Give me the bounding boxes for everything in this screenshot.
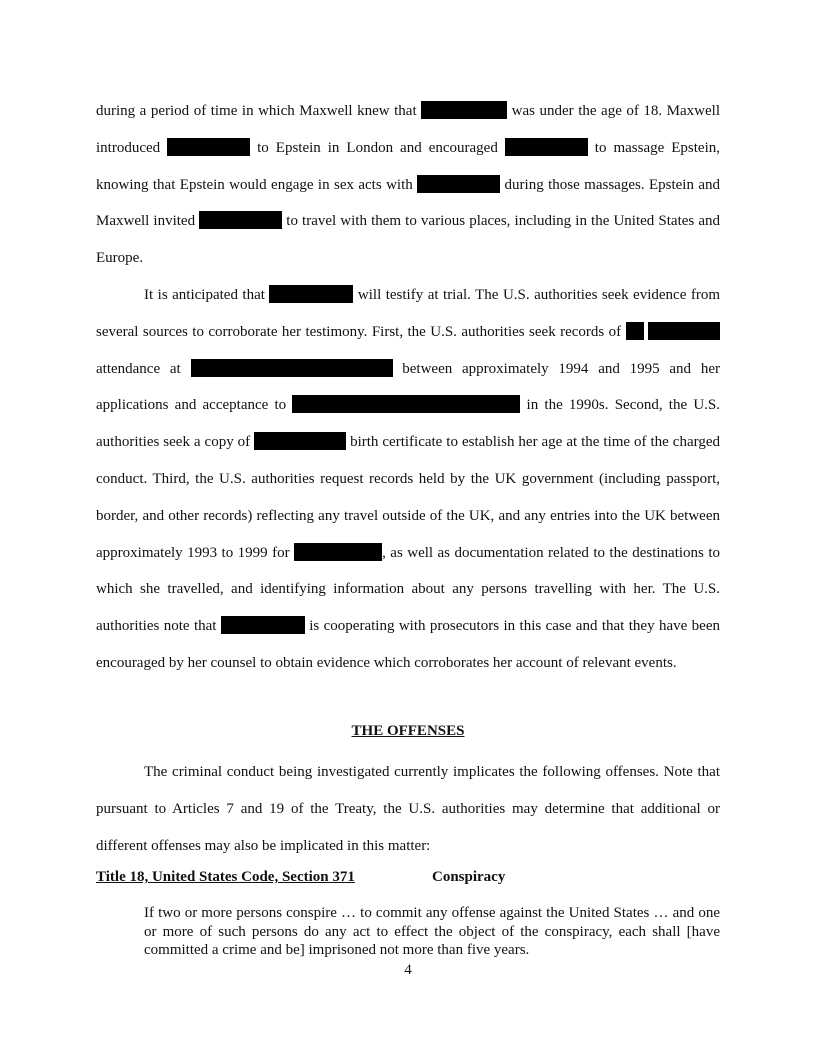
- statute-heading-row: [96, 866, 720, 888]
- redaction-block: [269, 285, 353, 303]
- page-number: 4: [404, 962, 412, 978]
- redaction-block: [167, 138, 250, 156]
- paragraph-2: It is anticipated that will testify at trial. The U.S. authorities seek evidence from several sources to corroborate her testimony. First, the U.S. authorities seek records of attendance at between approximately 1994 and 1995 and her applications and acceptance to in the 1990s. Second, the U.S. authorities seek a copy of birth certificate to establish her age at the time of the charged conduct. Third, the U.S. authorities request records held by the UK government (including passport, border, and other records) reflecting any travel outside of the UK, and any entries into the UK between approximately 1993 to 1999 for , as well as documentation related to the destinations to which she travelled, and identifying information about any persons travelling with her. The U.S. authorities note that is cooperating with prosecutors in this case and that they have been encouraged by her counsel to obtain evidence which corroborates her account of relevant events.: [96, 286, 721, 671]
- statute-title: Conspiracy: [432, 869, 506, 885]
- redaction-block: [294, 543, 382, 561]
- redaction-block: [254, 432, 346, 450]
- redaction-block: [199, 211, 282, 229]
- redaction-block: [191, 359, 393, 377]
- redaction-block: [626, 322, 644, 340]
- redaction-block: [648, 322, 720, 340]
- section-heading: THE OFFENSES: [351, 723, 465, 739]
- body-text: [96, 93, 720, 682]
- statute-citation: Title 18, United States Code, Section 371: [96, 869, 355, 885]
- offenses-intro: The criminal conduct being investigated currently implicates the following offenses. Note that pursuant to Articles 7 and 19 of the Treaty, the U.S. authorities may determine that additional or different offenses may also be implicated in this matter:: [96, 764, 720, 854]
- redaction-block: [292, 395, 520, 413]
- statute-quote: If two or more persons conspire … to commit any offense against the United States … and one or more of such persons do any act to effect the object of the conspiracy, each shall [have committed a crime and be] imprisoned not more than five years.: [144, 905, 720, 958]
- redaction-block: [421, 101, 507, 119]
- redaction-block: [505, 138, 588, 156]
- redaction-block: [221, 616, 305, 634]
- paragraph-1: during a period of time in which Maxwell knew that was under the age of 18. Maxwell introduced to Epstein in London and encouraged to massage Epstein, knowing that Epstein would engage in sex acts with during those massages. Epstein and Maxwell invited to travel with them to various places, including in the United States and Europe.: [96, 103, 720, 267]
- redaction-block: [417, 175, 500, 193]
